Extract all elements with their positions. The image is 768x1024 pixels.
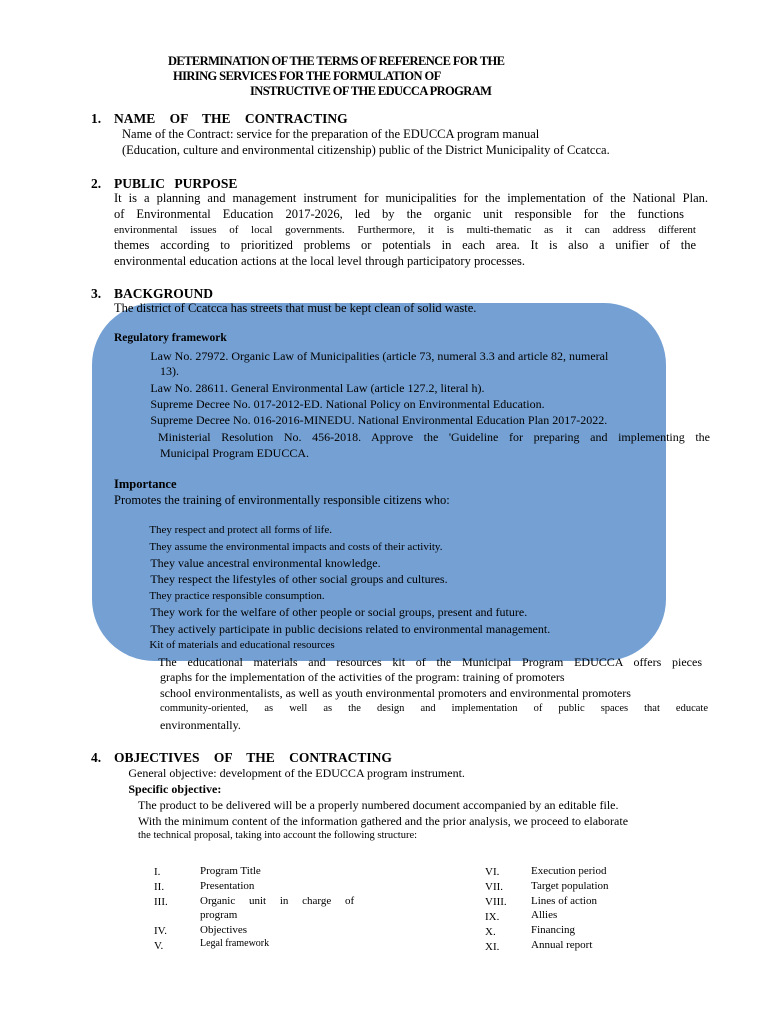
bullet-icon [138,605,147,619]
section-2-line: themes according to prioritized problems or potentials in each area. It is also a unifier of the [114,238,696,252]
bullet-icon [138,622,147,636]
section-1-line: Name of the Contract: service for the preparation of the EDUCCA program manual [122,127,540,141]
structure-item: Lines of action [531,895,597,907]
regulatory-item: Law No. 27972. Organic Law of Municipalities (article 73, numeral 3.3 and article 82, numeral [138,349,596,363]
regulatory-item: Ministerial Resolution No. 456-2018. Approve the 'Guideline for preparing and implementing the [138,430,710,444]
section-1-line: (Education, culture and environmental citizenship) public of the District Municipality of Ccatcca. [122,143,610,157]
importance-item-cont: community-oriented, as well as the design and implementation of public spaces that educate [160,703,708,714]
regulatory-framework-title: Regulatory framework [114,332,227,344]
bullet-icon [116,766,125,780]
structure-number: III. [154,896,168,908]
importance-intro: Promotes the training of environmentally responsible citizens who: [114,493,450,507]
structure-item: Financing [531,924,575,936]
structure-number: IV. [154,925,167,937]
importance-item: They assume the environmental impacts and costs of their activity. [138,541,432,553]
structure-item: Execution period [531,865,607,877]
section-2-number: 2. [91,176,102,191]
structure-number: XI. [485,941,500,953]
section-2-line: of Environmental Education 2017-2026, led by the organic unit responsible for the functions [114,207,684,221]
bullet-icon [138,413,147,427]
bullet-icon [138,430,147,444]
structure-item: Annual report [531,939,593,951]
importance-item-cont: graphs for the implementation of the activities of the program: training of promoters [160,670,565,684]
structure-item: Legal framework [200,938,270,949]
specific-line: the technical proposal, taking into account the following structure: [138,830,418,841]
importance-item-cont: school environmentalists, as well as youth environmental promoters and environmental promoters [160,686,631,700]
importance-title: Importance [114,477,177,491]
section-2-line: It is a planning and management instrument for municipalities for the implementation of the National Plan. [114,191,708,205]
importance-item: They respect and protect all forms of life. [138,524,321,536]
structure-number: VI. [485,866,500,878]
structure-number: VIII. [485,896,507,908]
regulatory-item: Supreme Decree No. 016-2016-MINEDU. National Environmental Education Plan 2017-2022. [138,413,595,427]
structure-number: VII. [485,881,504,893]
structure-item: Presentation [200,880,255,892]
structure-item: Target population [531,880,609,892]
bullet-icon [138,556,147,570]
importance-item-cont: environmentally. [160,718,241,732]
bullet-icon [138,541,147,553]
doc-title-line1: DETERMINATION OF THE TERMS OF REFERENCE FOR THE [168,54,505,68]
bullet-icon [116,782,125,796]
bullet-icon [138,572,147,586]
regulatory-item-cont: 13). [160,364,179,378]
section-3-intro: The district of Ccatcca has streets that must be kept clean of solid waste. [114,301,477,315]
section-2-line: environmental education actions at the local level through participatory processes. [114,254,525,268]
specific-line: With the minimum content of the information gathered and the prior analysis, we proceed to elaborate [138,814,629,828]
bullet-icon [138,639,147,651]
bullet-icon [138,524,147,536]
section-2-line: environmental issues of local governments. Furthermore, it is multi-thematic as it can address different [114,224,696,236]
general-objective: General objective: development of the EDUCCA program instrument. [116,766,453,780]
structure-item: Program Title [200,865,261,877]
structure-number: V. [154,940,164,952]
structure-item: Objectives [200,924,248,936]
structure-number: X. [485,926,496,938]
importance-item: They work for the welfare of other people or social groups, present and future. [138,605,515,619]
importance-item: They respect the lifestyles of other social groups and cultures. [138,572,436,586]
section-1-number: 1. [91,111,102,126]
bullet-icon [138,397,147,411]
importance-item: They practice responsible consumption. [138,590,314,602]
structure-number: I. [154,866,161,878]
section-2-heading: PUBLIC PURPOSE [114,176,238,191]
specific-objective: Specific objective: [116,782,209,796]
regulatory-item-cont: Municipal Program EDUCCA. [160,446,309,460]
section-3-heading: BACKGROUND [114,286,214,301]
section-4-number: 4. [91,750,102,765]
regulatory-item: Supreme Decree No. 017-2012-ED. National Policy on Environmental Education. [138,397,533,411]
importance-item: The educational materials and resources kit of the Municipal Program EDUCCA offers pieces [138,655,702,669]
structure-item: Organic unit in charge of [200,895,355,907]
section-4-heading: OBJECTIVES OF THE CONTRACTING [114,750,392,765]
regulatory-item: Law No. 28611. General Environmental Law (article 127.2, literal h). [138,381,473,395]
bullet-icon [138,590,147,602]
bullet-icon [138,381,147,395]
importance-item: They actively participate in public decisions related to environmental management. [138,622,538,636]
structure-number: IX. [485,911,500,923]
doc-title-line2: HIRING SERVICES FOR THE FORMULATION OF [173,69,441,83]
specific-line: The product to be delivered will be a properly numbered document accompanied by an editable file. [138,798,619,812]
bullet-icon [138,349,147,363]
doc-title-line3: INSTRUCTIVE OF THE EDUCCA PROGRAM [250,84,492,98]
structure-item: program [200,909,238,921]
section-3-number: 3. [91,286,102,301]
structure-number: II. [154,881,165,893]
importance-item: They value ancestral environmental knowledge. [138,556,369,570]
bullet-icon [138,655,147,669]
structure-item: Allies [531,909,558,921]
section-1-heading: NAME OF THE CONTRACTING [114,111,348,126]
importance-item: Kit of materials and educational resources [138,639,324,651]
